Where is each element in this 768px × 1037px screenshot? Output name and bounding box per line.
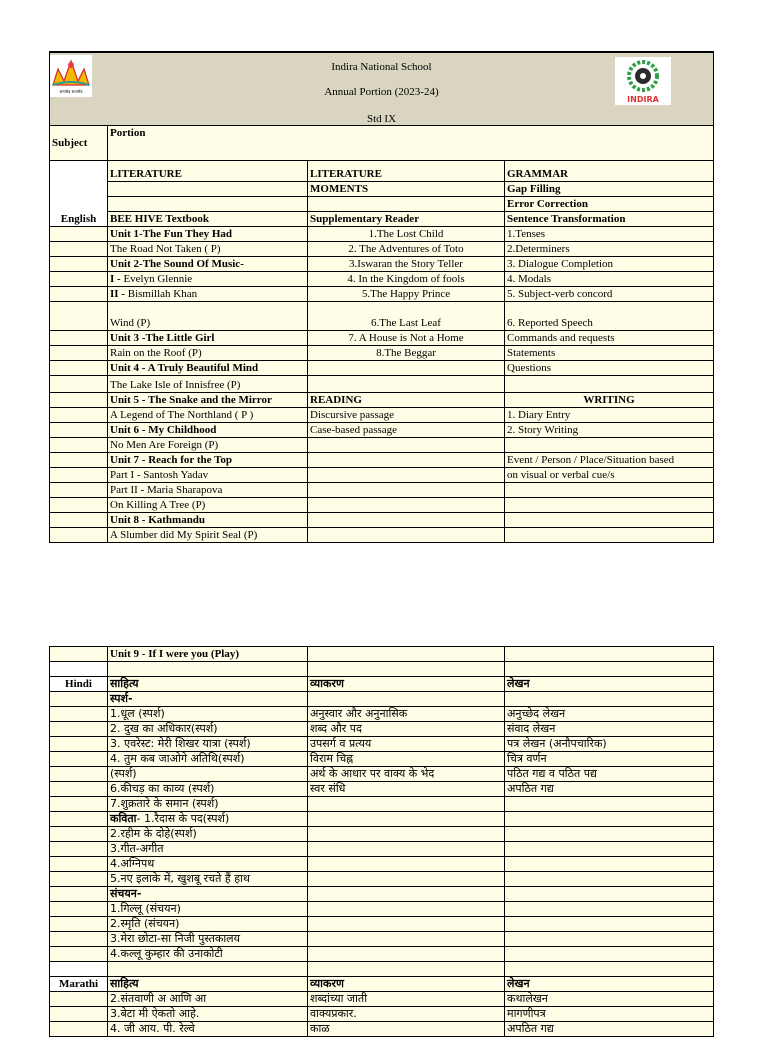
literature-cell: The Road Not Taken ( P) — [108, 242, 308, 257]
table-row — [50, 483, 714, 498]
literature-cell-text: Bismillah Khan — [127, 288, 198, 300]
standard-label: Std IX — [366, 113, 397, 125]
vyakaran-cell — [308, 857, 505, 872]
vyakaran-cell: विराम चिह्न — [308, 752, 505, 767]
subject-cell — [50, 287, 108, 302]
table-row — [50, 857, 714, 872]
grammar-writing-cell — [505, 438, 714, 453]
subject-cell — [50, 797, 108, 812]
table-row — [50, 872, 714, 887]
unit9-cell: Unit 9 - If I were you (Play) — [108, 647, 308, 662]
vyakaran-cell — [308, 917, 505, 932]
vyakaran-cell — [308, 887, 505, 902]
column-head: लेखन — [505, 977, 714, 992]
subject-cell — [50, 992, 108, 1007]
grammar-writing-cell: on visual or verbal cue/s — [505, 468, 714, 483]
subject-cell — [50, 331, 108, 346]
literature-cell: Unit 2-The Sound Of Music- — [108, 257, 308, 272]
supplementary-cell — [308, 468, 505, 483]
supplementary-cell — [308, 438, 505, 453]
literature-cell: Part II - Maria Sharapova — [108, 483, 308, 498]
subject-cell — [50, 737, 108, 752]
grammar-writing-cell: Gap Filling — [505, 182, 714, 197]
supplementary-cell: READING — [308, 393, 505, 408]
supplementary-cell: 4. In the Kingdom of fools — [308, 272, 505, 287]
lekhan-cell — [505, 932, 714, 947]
supplementary-cell: 1.The Lost Child — [308, 227, 505, 242]
english-portion-table — [49, 125, 714, 543]
supplementary-cell — [308, 361, 505, 376]
subject-cell — [50, 692, 108, 707]
lekhan-cell — [505, 887, 714, 902]
supplementary-cell: 7. A House is Not a Home — [308, 331, 505, 346]
grammar-writing-cell: 2.Determiners — [505, 242, 714, 257]
vyakaran-cell — [308, 932, 505, 947]
grammar-writing-cell: Statements — [505, 346, 714, 361]
column-head: LITERATURE — [308, 161, 505, 182]
vyakaran-cell — [308, 872, 505, 887]
vyakaran-cell: अर्थ के आधार पर वाक्य के भेद — [308, 767, 505, 782]
grammar-writing-cell — [505, 513, 714, 528]
sahitya-cell: संचयन- — [108, 887, 308, 902]
literature-cell-prefix: I - — [110, 273, 124, 285]
vyakaran-cell — [308, 812, 505, 827]
table-row — [50, 947, 714, 962]
lekhan-cell — [505, 917, 714, 932]
table-row — [50, 468, 714, 483]
table-row — [50, 513, 714, 528]
subject-cell — [50, 767, 108, 782]
svg-text:INDIRA: INDIRA — [627, 95, 659, 104]
table-row — [50, 812, 714, 827]
table-row — [50, 887, 714, 902]
subject-cell — [50, 722, 108, 737]
lekhan-cell — [505, 902, 714, 917]
supplementary-cell: 6.The Last Leaf — [308, 302, 505, 331]
sahitya-cell: 3.मेरा छोटा-सा निजी पुस्तकालय — [108, 932, 308, 947]
lekhan-cell — [505, 842, 714, 857]
table-row — [50, 408, 714, 423]
lekhan-cell — [505, 827, 714, 842]
column-head: साहित्य — [108, 977, 308, 992]
literature-cell: Unit 6 - My Childhood — [108, 423, 308, 438]
vyakaran-cell: शब्दांच्या जाती — [308, 992, 505, 1007]
hindi-marathi-portion-table — [49, 646, 714, 1037]
subject-name: Marathi — [50, 977, 108, 992]
table-row — [50, 161, 714, 182]
school-name: Indira National School — [331, 61, 432, 73]
lekhan-cell: पत्र लेखन (अनौपचारिक) — [505, 737, 714, 752]
literature-cell: BEE HIVE Textbook — [108, 212, 308, 227]
column-head: साहित्य — [108, 677, 308, 692]
subject-name: Hindi — [50, 677, 108, 692]
subject-cell — [50, 857, 108, 872]
column-head: लेखन — [505, 677, 714, 692]
table-row — [50, 212, 714, 227]
grammar-writing-cell — [505, 528, 714, 543]
svg-text:सत्यमेव सत्यमेवं: सत्यमेव सत्यमेवं — [59, 89, 83, 94]
literature-cell: Unit 7 - Reach for the Top — [108, 453, 308, 468]
table-row — [50, 962, 714, 977]
column-head: व्याकरण — [308, 977, 505, 992]
supplementary-cell: Case-based passage — [308, 423, 505, 438]
vyakaran-cell: वाक्यप्रकार. — [308, 1007, 505, 1022]
grammar-writing-cell: Event / Person / Place/Situation based — [505, 453, 714, 468]
sahitya-cell: 2.संतवाणी अ आणि आ — [108, 992, 308, 1007]
subject-cell — [50, 917, 108, 932]
sahitya-cell: 2. दुख का अधिकार(स्पर्श) — [108, 722, 308, 737]
subject-cell — [50, 257, 108, 272]
literature-cell — [108, 272, 308, 287]
table-row — [50, 737, 714, 752]
literature-cell: Unit 8 - Kathmandu — [108, 513, 308, 528]
subject-cell — [50, 376, 108, 393]
table-row — [50, 197, 714, 212]
grammar-writing-cell: 3. Dialogue Completion — [505, 257, 714, 272]
sahitya-cell: 4.कल्लू कुम्हार की उनाकोटी — [108, 947, 308, 962]
table-row — [50, 361, 714, 376]
supplementary-cell: 5.The Happy Prince — [308, 287, 505, 302]
sahitya-cell: 4. जी आय. पी. रेल्वे — [108, 1022, 308, 1037]
empty-cell — [505, 962, 714, 977]
literature-cell — [108, 182, 308, 197]
literature-cell: Wind (P) — [108, 302, 308, 331]
sahitya-cell: 1.धूल (स्पर्श) — [108, 707, 308, 722]
lekhan-cell: अपठित गद्य — [505, 782, 714, 797]
subject-cell — [50, 812, 108, 827]
table-row — [50, 272, 714, 287]
sahitya-cell: 3.गीत-अगीत — [108, 842, 308, 857]
column-head: व्याकरण — [308, 677, 505, 692]
literature-cell: The Lake Isle of Innisfree (P) — [108, 376, 308, 393]
empty-cell — [308, 962, 505, 977]
vyakaran-cell: काळ — [308, 1022, 505, 1037]
sahitya-cell: स्पर्श- — [108, 692, 308, 707]
supplementary-cell: Discursive passage — [308, 408, 505, 423]
literature-cell: Unit 4 - A Truly Beautiful Mind — [108, 361, 308, 376]
table-row — [50, 346, 714, 361]
subject-cell — [50, 842, 108, 857]
indira-logo — [615, 57, 671, 105]
column-head: LITERATURE — [108, 161, 308, 182]
table-header-row — [50, 126, 714, 161]
empty-cell — [50, 962, 108, 977]
subject-cell — [50, 707, 108, 722]
subject-cell — [50, 423, 108, 438]
lekhan-cell — [505, 692, 714, 707]
subject-cell — [50, 902, 108, 917]
supplementary-cell: 8.The Beggar — [308, 346, 505, 361]
supplementary-cell — [308, 453, 505, 468]
column-head: GRAMMAR — [505, 161, 714, 182]
grammar-writing-cell: 1.Tenses — [505, 227, 714, 242]
grammar-writing-cell: WRITING — [505, 393, 714, 408]
supplementary-cell: 3.Iswaran the Story Teller — [308, 257, 505, 272]
supplementary-cell — [308, 513, 505, 528]
vyakaran-cell — [308, 692, 505, 707]
subject-cell — [50, 361, 108, 376]
vyakaran-cell: उपसर्ग व प्रत्यय — [308, 737, 505, 752]
vyakaran-cell — [308, 947, 505, 962]
table-row — [50, 498, 714, 513]
vyakaran-cell — [308, 902, 505, 917]
table-row — [50, 662, 714, 677]
table-row — [50, 752, 714, 767]
vyakaran-cell — [308, 797, 505, 812]
literature-cell-text: Evelyn Glennie — [123, 273, 193, 285]
empty-cell — [308, 647, 505, 662]
lekhan-cell — [505, 857, 714, 872]
table-row — [50, 257, 714, 272]
subject-cell — [50, 1007, 108, 1022]
table-row — [50, 182, 714, 197]
supplementary-cell — [308, 498, 505, 513]
lekhan-cell: मागणीपत्र — [505, 1007, 714, 1022]
table-row — [50, 287, 714, 302]
empty-cell — [308, 662, 505, 677]
literature-cell: Rain on the Roof (P) — [108, 346, 308, 361]
table-row — [50, 992, 714, 1007]
subject-cell — [50, 408, 108, 423]
subject-cell — [50, 513, 108, 528]
table-row — [50, 302, 714, 331]
lekhan-cell — [505, 872, 714, 887]
sahitya-cell: 2.स्मृति (संचयन) — [108, 917, 308, 932]
supplementary-cell — [308, 483, 505, 498]
literature-cell-prefix: II - — [110, 288, 128, 300]
grammar-writing-cell: 4. Modals — [505, 272, 714, 287]
subject-cell — [50, 932, 108, 947]
literature-cell: A Legend of The Northland ( P ) — [108, 408, 308, 423]
subject-cell — [50, 528, 108, 543]
sahitya-cell: 4.अग्निपथ — [108, 857, 308, 872]
table-row — [50, 782, 714, 797]
grammar-writing-cell — [505, 498, 714, 513]
supplementary-cell: Supplementary Reader — [308, 212, 505, 227]
lekhan-cell — [505, 797, 714, 812]
table-row — [50, 722, 714, 737]
vyakaran-cell — [308, 827, 505, 842]
subject-cell — [50, 393, 108, 408]
table-row — [50, 932, 714, 947]
subject-cell — [50, 827, 108, 842]
subject-header: Subject — [50, 126, 108, 161]
subject-cell — [50, 782, 108, 797]
sahitya-cell: (स्पर्श) — [108, 767, 308, 782]
sahitya-cell: 6.कीचड़ का काव्य (स्पर्श) — [108, 782, 308, 797]
grammar-writing-cell: 1. Diary Entry — [505, 408, 714, 423]
document-header — [49, 51, 714, 127]
vyakaran-cell: अनुस्वार और अनुनासिक — [308, 707, 505, 722]
table-row — [50, 842, 714, 857]
table-row — [50, 677, 714, 692]
supplementary-cell: 2. The Adventures of Toto — [308, 242, 505, 257]
sahitya-cell: 1.गिल्लू (संचयन) — [108, 902, 308, 917]
subject-cell — [50, 227, 108, 242]
table-row — [50, 767, 714, 782]
table-row — [50, 977, 714, 992]
grammar-writing-cell: Sentence Transformation — [505, 212, 714, 227]
lekhan-cell — [505, 812, 714, 827]
supplementary-cell — [308, 528, 505, 543]
literature-cell: Unit 1-The Fun They Had — [108, 227, 308, 242]
sahitya-cell — [108, 812, 308, 827]
subject-cell — [50, 887, 108, 902]
lekhan-cell: अनुच्छेद लेखन — [505, 707, 714, 722]
literature-cell: Unit 3 -The Little Girl — [108, 331, 308, 346]
lekhan-cell: पठित गद्य व पठित पद्य — [505, 767, 714, 782]
table-row — [50, 423, 714, 438]
vyakaran-cell — [308, 842, 505, 857]
subject-cell — [50, 498, 108, 513]
table-row — [50, 331, 714, 346]
table-row — [50, 917, 714, 932]
literature-cell — [108, 287, 308, 302]
empty-cell — [108, 962, 308, 977]
sahitya-cell: 3.बेटा मी ऐकतो आहे. — [108, 1007, 308, 1022]
literature-cell: On Killing A Tree (P) — [108, 498, 308, 513]
grammar-writing-cell — [505, 483, 714, 498]
table-row — [50, 647, 714, 662]
lekhan-cell: कथालेखन — [505, 992, 714, 1007]
table-row — [50, 376, 714, 393]
lekhan-cell: अपठित गद्य — [505, 1022, 714, 1037]
sahitya-cell: 5.नए इलाके में, खुशबू रचते हैं हाथ — [108, 872, 308, 887]
subject-cell — [50, 752, 108, 767]
subject-cell — [50, 242, 108, 257]
grammar-writing-cell — [505, 376, 714, 393]
subject-cell — [50, 346, 108, 361]
sahitya-cell-text: - 1.रैदास के पद(स्पर्श) — [136, 812, 230, 825]
lekhan-cell — [505, 947, 714, 962]
subject-cell — [50, 647, 108, 662]
table-row — [50, 242, 714, 257]
subject-cell — [50, 483, 108, 498]
supplementary-cell — [308, 197, 505, 212]
literature-cell — [108, 197, 308, 212]
portion-header: Portion — [108, 126, 714, 161]
empty-cell — [108, 662, 308, 677]
portion-title: Annual Portion (2023-24) — [324, 86, 439, 98]
subject-cell — [50, 302, 108, 331]
empty-cell — [50, 662, 108, 677]
grammar-writing-cell: Commands and requests — [505, 331, 714, 346]
table-row — [50, 1007, 714, 1022]
literature-cell: A Slumber did My Spirit Seal (P) — [108, 528, 308, 543]
empty-cell — [505, 647, 714, 662]
vyakaran-cell: स्वर संधि — [308, 782, 505, 797]
table-row — [50, 827, 714, 842]
table-row — [50, 797, 714, 812]
subject-cell — [50, 272, 108, 287]
lekhan-cell: चित्र वर्णन — [505, 752, 714, 767]
table-row — [50, 438, 714, 453]
table-row — [50, 692, 714, 707]
sahitya-cell: 4. तुम कब जाओगे अतिथि(स्पर्श) — [108, 752, 308, 767]
grammar-writing-cell: Questions — [505, 361, 714, 376]
table-row — [50, 393, 714, 408]
supplementary-cell: MOMENTS — [308, 182, 505, 197]
subject-cell — [50, 947, 108, 962]
lekhan-cell: संवाद लेखन — [505, 722, 714, 737]
literature-cell: Part I - Santosh Yadav — [108, 468, 308, 483]
sahitya-cell: 7.शुक्रतारे के समान (स्पर्श) — [108, 797, 308, 812]
subject-cell — [50, 438, 108, 453]
grammar-writing-cell: Error Correction — [505, 197, 714, 212]
subject-cell — [50, 468, 108, 483]
literature-cell: Unit 5 - The Snake and the Mirror — [108, 393, 308, 408]
empty-cell — [505, 662, 714, 677]
sahitya-cell-prefix: कविता — [110, 812, 137, 825]
vyakaran-cell: शब्द और पद — [308, 722, 505, 737]
sahitya-cell: 2.रहीम के दोहे(स्पर्श) — [108, 827, 308, 842]
grammar-writing-cell: 5. Subject-verb concord — [505, 287, 714, 302]
sahitya-cell: 3. एवरेस्ट: मेरी शिखर यात्रा (स्पर्श) — [108, 737, 308, 752]
table-row — [50, 227, 714, 242]
supplementary-cell — [308, 376, 505, 393]
table-row — [50, 528, 714, 543]
literature-cell: No Men Are Foreign (P) — [108, 438, 308, 453]
subject-cell — [50, 872, 108, 887]
grammar-writing-cell: 6. Reported Speech — [505, 302, 714, 331]
grammar-writing-cell: 2. Story Writing — [505, 423, 714, 438]
subject-english: English — [50, 161, 108, 227]
subject-cell — [50, 453, 108, 468]
table-row — [50, 707, 714, 722]
table-row — [50, 453, 714, 468]
table-row — [50, 902, 714, 917]
